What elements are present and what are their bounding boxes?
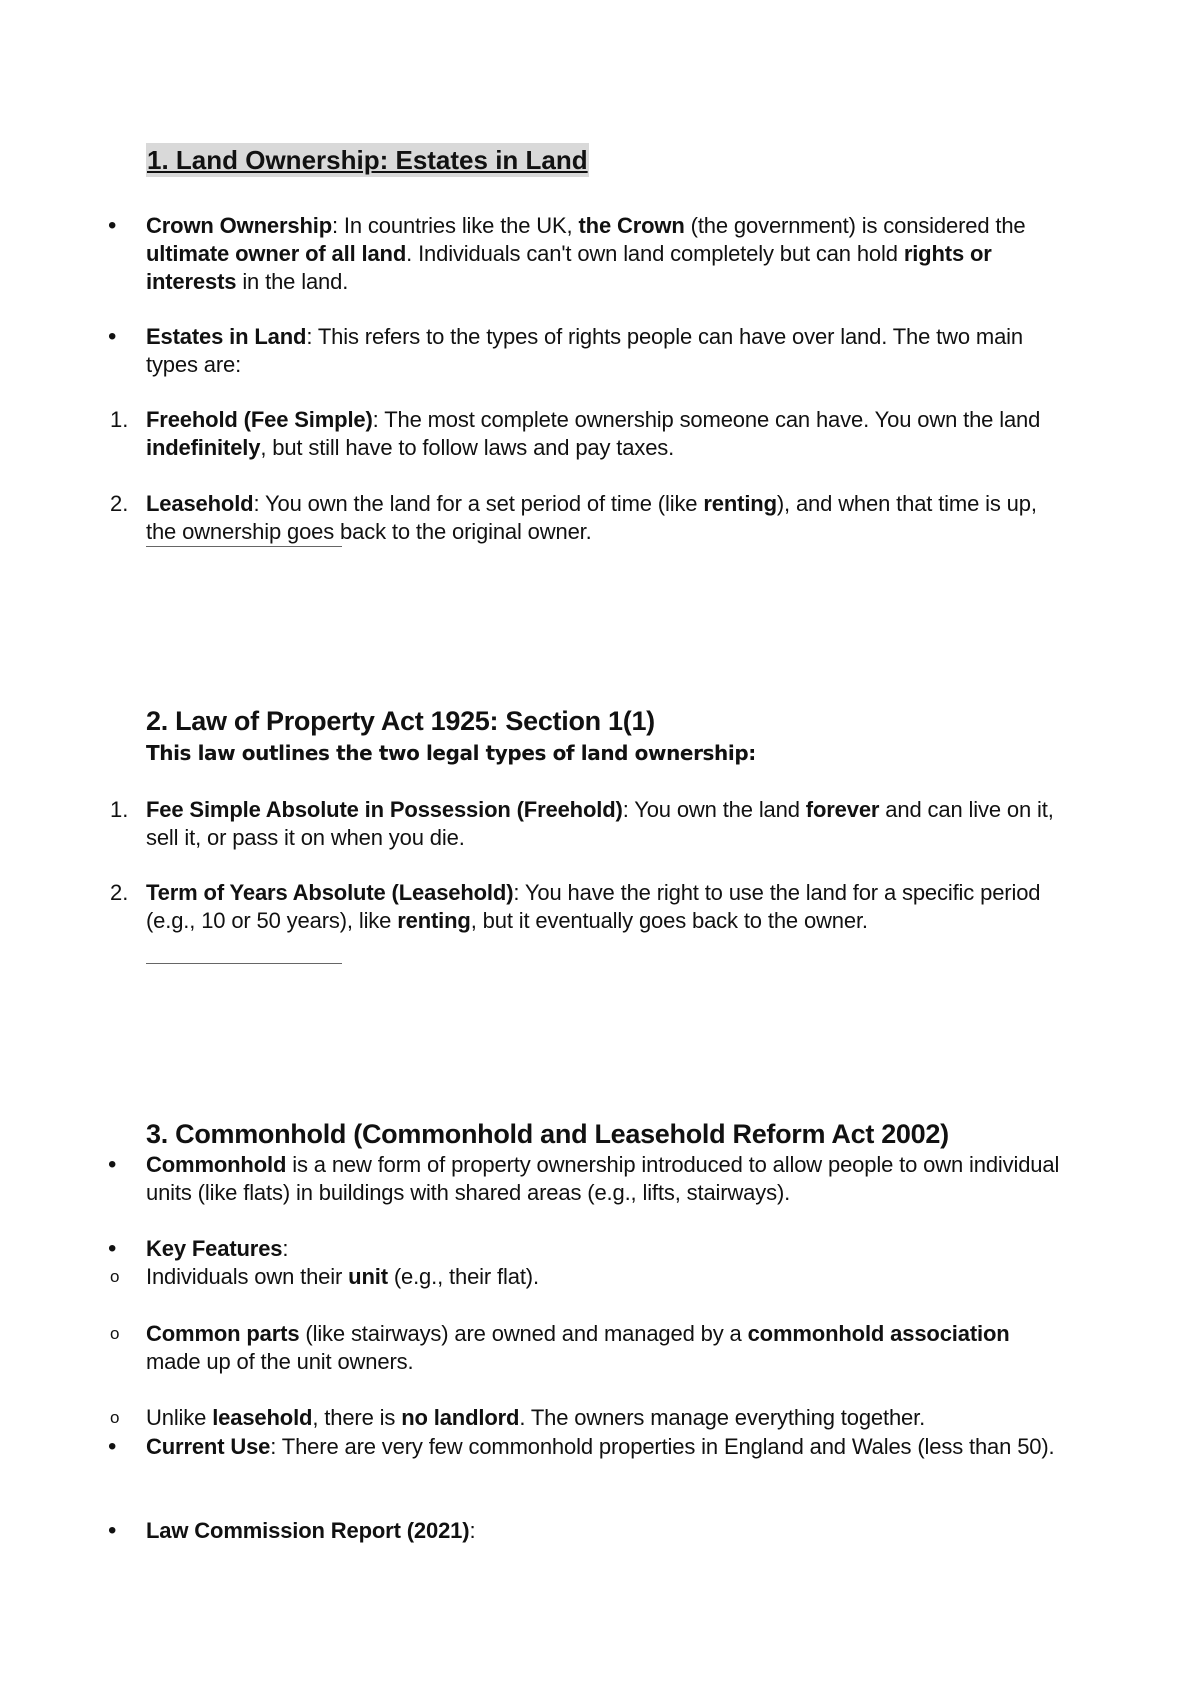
list-number: 2.: [110, 491, 129, 516]
text-run: and can live on it, sell it, or pass it on when you die.: [146, 797, 1054, 850]
bold-text-run: renting: [703, 491, 777, 516]
bold-text-run: Leasehold: [146, 491, 254, 516]
bullet-marker: •: [108, 1235, 117, 1262]
underline-mark: [146, 546, 342, 547]
text-run: Individuals own their: [146, 1264, 349, 1289]
text-run: : This refers to the types of rights people can have over land. The two main types are:: [146, 324, 1023, 377]
bold-text-run: Common parts: [146, 1321, 300, 1346]
text-run: : You own the land for a set period of time (like: [253, 491, 704, 516]
circle-marker: o: [110, 1324, 120, 1343]
text-run: (e.g., their flat).: [387, 1264, 539, 1289]
text-run: Unlike: [146, 1405, 213, 1430]
list-item-text: [146, 879, 1066, 935]
list-item-text: [146, 1320, 1066, 1376]
section-3-heading: 3. Commonhold (Commonhold and Leasehold Reform Act 2002): [146, 1119, 949, 1149]
list-item-text: [146, 323, 1066, 379]
bold-text-run: Term of Years Absolute (Leasehold): [146, 880, 514, 905]
bold-text-run: rights or interests: [146, 241, 992, 294]
text-run: , but still have to follow laws and pay taxes.: [260, 435, 675, 460]
text-run: . The owners manage everything together.: [519, 1405, 926, 1430]
text-run: is a new form of property ownership introduced to allow people to own individual units (like flats) in buildings with shared areas (e.g., lifts, stairways).: [146, 1152, 1060, 1205]
bold-text-run: indefinitely: [146, 435, 261, 460]
text-run: : You own the land: [622, 797, 806, 822]
underline-mark: [146, 963, 342, 964]
bold-text-run: no landlord: [401, 1405, 520, 1430]
text-run: : In countries like the UK,: [332, 213, 579, 238]
list-item-text: [146, 1433, 1066, 1461]
text-run: : The most complete ownership someone can have. You own the land: [372, 407, 1041, 432]
text-run: : You have the right to use the land for a specific period (e.g., 10 or 50 years), like: [146, 880, 1041, 933]
list-item-text: [146, 1263, 1066, 1291]
bold-text-run: the Crown: [578, 213, 685, 238]
bold-text-run: Commonhold: [146, 1152, 287, 1177]
text-run: (the government) is considered the: [684, 213, 1026, 238]
text-run: , but it eventually goes back to the owner.: [470, 908, 868, 933]
text-run: made up of the unit owners.: [146, 1349, 414, 1374]
bold-text-run: forever: [805, 797, 880, 822]
section-1-heading: 1. Land Ownership: Estates in Land: [147, 145, 588, 175]
bold-text-run: Crown Ownership: [146, 213, 332, 238]
list-item-text: [146, 1404, 1066, 1432]
text-run: (like stairways) are owned and managed by a: [299, 1321, 748, 1346]
circle-marker: o: [110, 1408, 120, 1427]
bullet-marker: •: [108, 323, 117, 350]
bold-text-run: Key Features: [146, 1236, 283, 1261]
bold-text-run: Freehold (Fee Simple): [146, 407, 373, 432]
circle-marker: o: [110, 1267, 120, 1286]
bold-text-run: unit: [348, 1264, 388, 1289]
section-2-subheading: This law outlines the two legal types of land ownership:: [146, 741, 756, 765]
list-item-text: [146, 1517, 1066, 1545]
bullet-marker: •: [108, 1517, 117, 1544]
text-run: in the land.: [236, 269, 349, 294]
bold-text-run: ultimate owner of all land: [146, 241, 407, 266]
text-run: ), and when that time is up, the ownership goes back to the original owner.: [146, 491, 1037, 544]
list-item-text: [146, 1151, 1066, 1207]
list-item-text: [146, 490, 1066, 546]
bold-text-run: leasehold: [212, 1405, 313, 1430]
text-run: :: [282, 1236, 289, 1261]
list-item-text: [146, 1235, 1066, 1263]
list-number: 2.: [110, 880, 129, 905]
bullet-marker: •: [108, 1433, 117, 1460]
bold-text-run: Current Use: [146, 1434, 271, 1459]
list-number: 1.: [110, 407, 129, 432]
list-item-text: [146, 212, 1066, 296]
text-run: , there is: [312, 1405, 402, 1430]
bold-text-run: Fee Simple Absolute in Possession (Freehold): [146, 797, 623, 822]
text-run: :: [469, 1518, 476, 1543]
bold-text-run: Law Commission Report (2021): [146, 1518, 470, 1543]
text-run: : There are very few commonhold properties in England and Wales (less than 50).: [270, 1434, 1055, 1459]
list-item-text: [146, 796, 1066, 852]
bold-text-run: commonhold association: [747, 1321, 1010, 1346]
list-number: 1.: [110, 797, 129, 822]
bullet-marker: •: [108, 1151, 117, 1178]
list-item-text: [146, 406, 1066, 462]
bold-text-run: renting: [397, 908, 471, 933]
bold-text-run: Estates in Land: [146, 324, 307, 349]
text-run: . Individuals can't own land completely but can hold: [406, 241, 904, 266]
bullet-marker: •: [108, 212, 117, 239]
section-2-heading: 2. Law of Property Act 1925: Section 1(1): [146, 706, 655, 736]
